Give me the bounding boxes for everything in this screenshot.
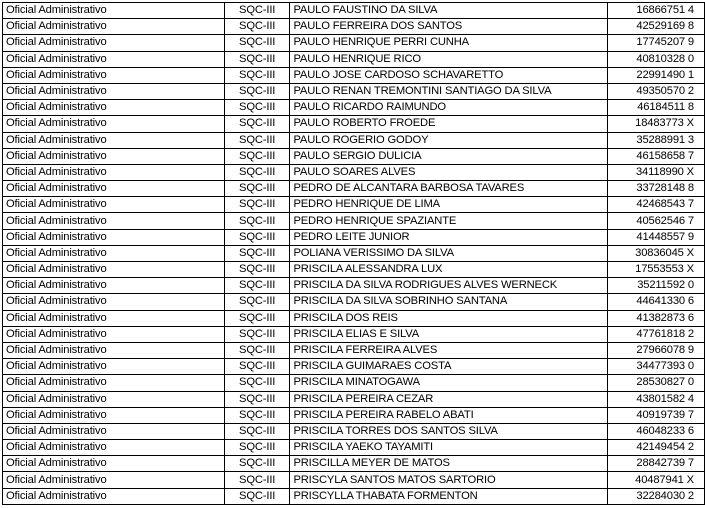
cell-ref: SQC-III: [224, 35, 290, 51]
cell-rg: 32284030 2: [608, 488, 705, 504]
cell-rg: 16866751 4: [608, 3, 705, 19]
cell-ref: SQC-III: [224, 407, 290, 423]
cell-ref: SQC-III: [224, 294, 290, 310]
table-row: [3, 67, 705, 83]
cell-rg: 42149454 2: [608, 440, 705, 456]
cell-ref: SQC-III: [224, 310, 290, 326]
cell-rg: 28530827 0: [608, 375, 705, 391]
cell-ref: SQC-III: [224, 262, 290, 278]
cell-cargo: Oficial Administrativo: [3, 132, 225, 148]
cell-rg: 35288991 3: [608, 132, 705, 148]
cell-cargo: Oficial Administrativo: [3, 83, 225, 99]
table-row: [3, 456, 705, 472]
cell-nome: PRISCILA PEREIRA CEZAR: [290, 391, 608, 407]
cell-rg: 47761818 2: [608, 326, 705, 342]
cell-ref: SQC-III: [224, 326, 290, 342]
cell-cargo: Oficial Administrativo: [3, 262, 225, 278]
cell-cargo: Oficial Administrativo: [3, 229, 225, 245]
table-row: [3, 375, 705, 391]
table-row: [3, 213, 705, 229]
cell-nome: PRISCILA DOS REIS: [290, 310, 608, 326]
table-row: [3, 359, 705, 375]
cell-rg: 41448557 9: [608, 229, 705, 245]
cell-cargo: Oficial Administrativo: [3, 278, 225, 294]
table-row: [3, 3, 705, 19]
cell-rg: 42529169 8: [608, 19, 705, 35]
table-row: [3, 132, 705, 148]
cell-nome: PAULO FAUSTINO DA SILVA: [290, 3, 608, 19]
personnel-table: [2, 2, 705, 505]
cell-ref: SQC-III: [224, 342, 290, 358]
table-row: [3, 83, 705, 99]
table-row: [3, 391, 705, 407]
cell-ref: SQC-III: [224, 51, 290, 67]
cell-ref: SQC-III: [224, 116, 290, 132]
cell-cargo: Oficial Administrativo: [3, 407, 225, 423]
cell-cargo: Oficial Administrativo: [3, 164, 225, 180]
cell-rg: 43801582 4: [608, 391, 705, 407]
table-row: [3, 148, 705, 164]
table-row: [3, 181, 705, 197]
cell-ref: SQC-III: [224, 456, 290, 472]
cell-cargo: Oficial Administrativo: [3, 197, 225, 213]
cell-rg: 40810328 0: [608, 51, 705, 67]
table-body: [3, 3, 705, 505]
cell-cargo: Oficial Administrativo: [3, 213, 225, 229]
table-row: [3, 278, 705, 294]
cell-rg: 28842739 7: [608, 456, 705, 472]
cell-rg: 17553553 X: [608, 262, 705, 278]
cell-ref: SQC-III: [224, 19, 290, 35]
cell-ref: SQC-III: [224, 229, 290, 245]
cell-cargo: Oficial Administrativo: [3, 472, 225, 488]
cell-ref: SQC-III: [224, 440, 290, 456]
cell-nome: PRISCILA YAEKO TAYAMITI: [290, 440, 608, 456]
cell-cargo: Oficial Administrativo: [3, 100, 225, 116]
cell-rg: 27966078 9: [608, 342, 705, 358]
table-row: [3, 100, 705, 116]
cell-ref: SQC-III: [224, 375, 290, 391]
cell-nome: PRISCILA MINATOGAWA: [290, 375, 608, 391]
cell-rg: 49350570 2: [608, 83, 705, 99]
cell-nome: PRISCILA DA SILVA SOBRINHO SANTANA: [290, 294, 608, 310]
cell-rg: 40562546 7: [608, 213, 705, 229]
table-row: [3, 310, 705, 326]
cell-nome: PRISCILA PEREIRA RABELO ABATI: [290, 407, 608, 423]
table-row: [3, 51, 705, 67]
cell-ref: SQC-III: [224, 148, 290, 164]
cell-rg: 46158658 7: [608, 148, 705, 164]
table-row: [3, 488, 705, 504]
cell-rg: 46048233 6: [608, 423, 705, 439]
cell-cargo: Oficial Administrativo: [3, 423, 225, 439]
cell-cargo: Oficial Administrativo: [3, 391, 225, 407]
cell-cargo: Oficial Administrativo: [3, 35, 225, 51]
cell-cargo: Oficial Administrativo: [3, 148, 225, 164]
cell-ref: SQC-III: [224, 132, 290, 148]
cell-cargo: Oficial Administrativo: [3, 326, 225, 342]
table-row: [3, 262, 705, 278]
cell-ref: SQC-III: [224, 245, 290, 261]
cell-cargo: Oficial Administrativo: [3, 51, 225, 67]
cell-rg: 22991490 1: [608, 67, 705, 83]
cell-nome: PEDRO LEITE JUNIOR: [290, 229, 608, 245]
cell-cargo: Oficial Administrativo: [3, 375, 225, 391]
cell-nome: PAULO FERREIRA DOS SANTOS: [290, 19, 608, 35]
cell-nome: PEDRO HENRIQUE DE LIMA: [290, 197, 608, 213]
cell-rg: 40919739 7: [608, 407, 705, 423]
cell-rg: 33728148 8: [608, 181, 705, 197]
cell-rg: 46184511 8: [608, 100, 705, 116]
table-row: [3, 294, 705, 310]
cell-rg: 34118990 X: [608, 164, 705, 180]
cell-cargo: Oficial Administrativo: [3, 3, 225, 19]
cell-nome: PRISCILA FERREIRA ALVES: [290, 342, 608, 358]
cell-ref: SQC-III: [224, 164, 290, 180]
cell-ref: SQC-III: [224, 3, 290, 19]
cell-rg: 44641330 6: [608, 294, 705, 310]
cell-rg: 42468543 7: [608, 197, 705, 213]
cell-cargo: Oficial Administrativo: [3, 294, 225, 310]
cell-nome: PEDRO DE ALCANTARA BARBOSA TAVARES: [290, 181, 608, 197]
cell-nome: PRISCILLA MEYER DE MATOS: [290, 456, 608, 472]
cell-cargo: Oficial Administrativo: [3, 456, 225, 472]
table-row: [3, 440, 705, 456]
cell-nome: POLIANA VERISSIMO DA SILVA: [290, 245, 608, 261]
table-row: [3, 19, 705, 35]
cell-nome: PAULO SOARES ALVES: [290, 164, 608, 180]
cell-nome: PRISCYLLA THABATA FORMENTON: [290, 488, 608, 504]
table-row: [3, 245, 705, 261]
cell-ref: SQC-III: [224, 197, 290, 213]
cell-rg: 17745207 9: [608, 35, 705, 51]
table-row: [3, 326, 705, 342]
cell-ref: SQC-III: [224, 67, 290, 83]
cell-nome: PRISCILA ALESSANDRA LUX: [290, 262, 608, 278]
table-row: [3, 342, 705, 358]
cell-nome: PRISCILA TORRES DOS SANTOS SILVA: [290, 423, 608, 439]
cell-nome: PAULO ROGERIO GODOY: [290, 132, 608, 148]
table-row: [3, 407, 705, 423]
cell-cargo: Oficial Administrativo: [3, 310, 225, 326]
cell-rg: 40487941 X: [608, 472, 705, 488]
cell-cargo: Oficial Administrativo: [3, 116, 225, 132]
cell-nome: PAULO RICARDO RAIMUNDO: [290, 100, 608, 116]
cell-nome: PAULO JOSE CARDOSO SCHAVARETTO: [290, 67, 608, 83]
cell-cargo: Oficial Administrativo: [3, 19, 225, 35]
cell-nome: PEDRO HENRIQUE SPAZIANTE: [290, 213, 608, 229]
cell-cargo: Oficial Administrativo: [3, 359, 225, 375]
table-row: [3, 35, 705, 51]
cell-rg: 30836045 X: [608, 245, 705, 261]
cell-cargo: Oficial Administrativo: [3, 440, 225, 456]
cell-ref: SQC-III: [224, 423, 290, 439]
cell-nome: PAULO HENRIQUE RICO: [290, 51, 608, 67]
cell-nome: PRISCILA ELIAS E SILVA: [290, 326, 608, 342]
cell-ref: SQC-III: [224, 359, 290, 375]
cell-ref: SQC-III: [224, 391, 290, 407]
cell-cargo: Oficial Administrativo: [3, 245, 225, 261]
table-row: [3, 229, 705, 245]
cell-ref: SQC-III: [224, 181, 290, 197]
cell-ref: SQC-III: [224, 213, 290, 229]
cell-nome: PAULO ROBERTO FROEDE: [290, 116, 608, 132]
table-row: [3, 164, 705, 180]
cell-ref: SQC-III: [224, 278, 290, 294]
cell-cargo: Oficial Administrativo: [3, 67, 225, 83]
cell-nome: PRISCILA DA SILVA RODRIGUES ALVES WERNECK: [290, 278, 608, 294]
cell-nome: PAULO HENRIQUE PERRI CUNHA: [290, 35, 608, 51]
cell-rg: 34477393 0: [608, 359, 705, 375]
table-row: [3, 197, 705, 213]
cell-cargo: Oficial Administrativo: [3, 342, 225, 358]
cell-rg: 18483773 X: [608, 116, 705, 132]
cell-cargo: Oficial Administrativo: [3, 488, 225, 504]
cell-nome: PRISCYLA SANTOS MATOS SARTORIO: [290, 472, 608, 488]
table-row: [3, 116, 705, 132]
cell-cargo: Oficial Administrativo: [3, 181, 225, 197]
cell-nome: PRISCILA GUIMARAES COSTA: [290, 359, 608, 375]
cell-rg: 35211592 0: [608, 278, 705, 294]
cell-ref: SQC-III: [224, 83, 290, 99]
table-row: [3, 423, 705, 439]
cell-nome: PAULO SERGIO DULICIA: [290, 148, 608, 164]
cell-ref: SQC-III: [224, 488, 290, 504]
cell-nome: PAULO RENAN TREMONTINI SANTIAGO DA SILVA: [290, 83, 608, 99]
table-row: [3, 472, 705, 488]
cell-rg: 41382873 6: [608, 310, 705, 326]
cell-ref: SQC-III: [224, 100, 290, 116]
cell-ref: SQC-III: [224, 472, 290, 488]
